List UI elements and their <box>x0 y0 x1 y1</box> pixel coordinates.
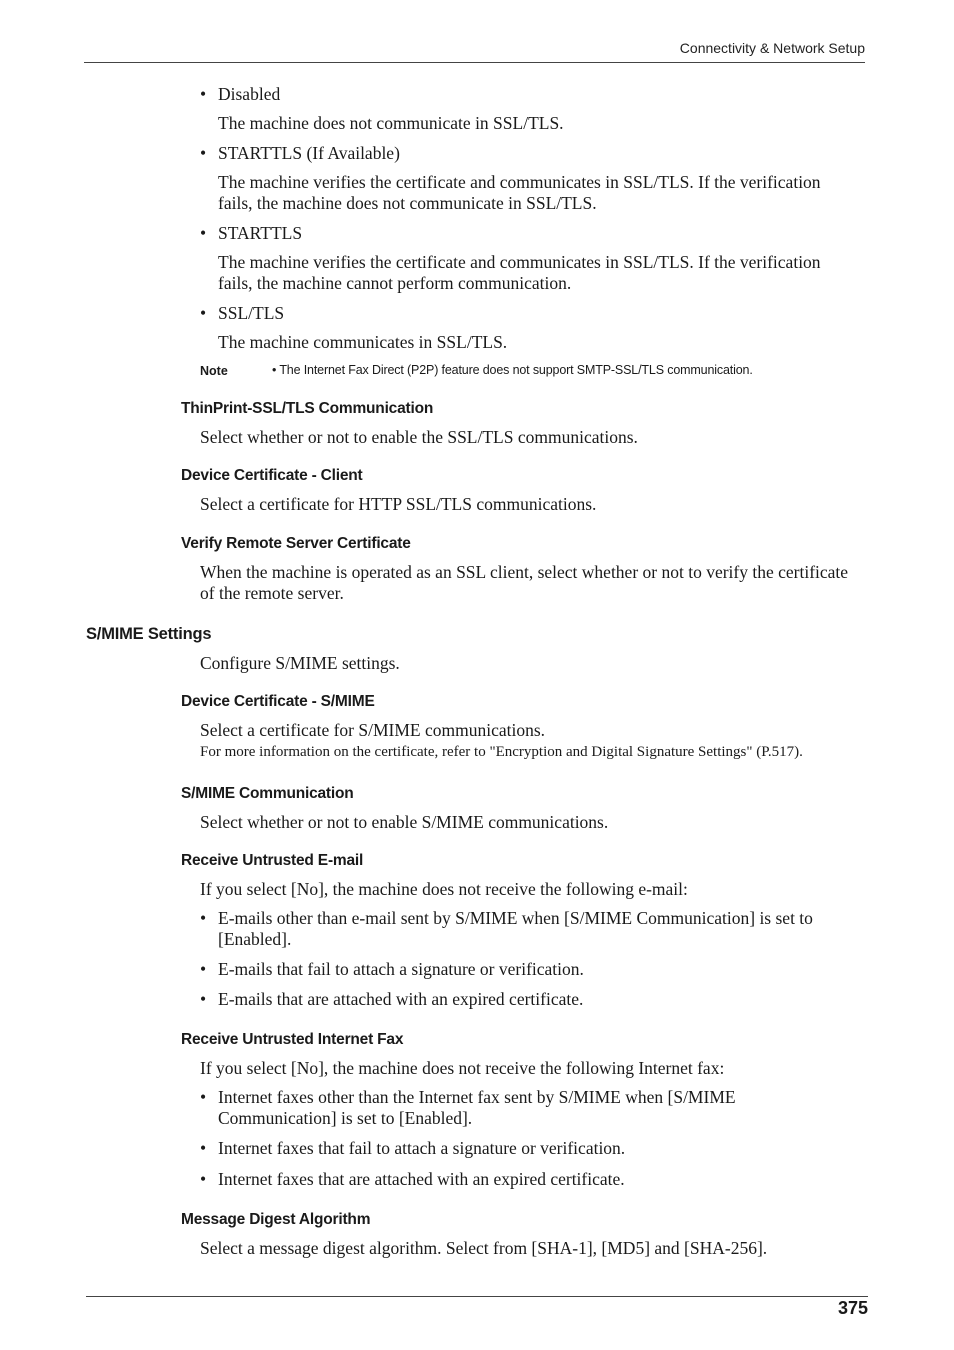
list-item: • Internet faxes other than the Internet fax sent by S/MIME when [S/MIME Communication] is set to [Enabled]. <box>200 1087 736 1128</box>
section-body: Select a message digest algorithm. Select from [SHA-1], [MD5] and [SHA-256]. <box>200 1238 768 1258</box>
list-item: • STARTTLS (If Available) <box>200 143 400 163</box>
page-number: 375 <box>837 1298 868 1318</box>
section-body: Select whether or not to enable the SSL/TLS communications. <box>200 427 638 447</box>
section-heading: Verify Remote Server Certificate <box>181 535 411 552</box>
note-label: Note <box>200 364 228 378</box>
section-heading: Receive Untrusted E-mail <box>181 852 364 869</box>
list-item: • E-mails that are attached with an expired certificate. <box>200 989 584 1009</box>
footer-rule <box>86 1296 868 1297</box>
option-description: The machine verifies the certificate and communicates in SSL/TLS. If the verification fails, the machine does not communicate in SSL/TLS. <box>218 172 821 213</box>
header-rule <box>84 62 865 63</box>
option-label: SSL/TLS <box>218 303 285 323</box>
option-description: The machine verifies the certificate and communicates in SSL/TLS. If the verification fails, the machine cannot perform communication. <box>218 252 821 293</box>
section-body: If you select [No], the machine does not receive the following Internet fax: <box>200 1058 725 1078</box>
option-description: The machine does not communicate in SSL/TLS. <box>218 113 564 133</box>
section-body: Select a certificate for S/MIME communications. <box>200 720 546 740</box>
option-label: Disabled <box>218 84 281 104</box>
section-body: If you select [No], the machine does not receive the following e-mail: <box>200 879 688 899</box>
option-label: STARTTLS (If Available) <box>218 143 400 163</box>
option-label: STARTTLS <box>218 223 303 243</box>
section-body: Configure S/MIME settings. <box>200 653 400 673</box>
list-item: • Internet faxes that fail to attach a signature or verification. <box>200 1138 626 1158</box>
running-header: Connectivity & Network Setup <box>679 40 865 56</box>
section-heading: S/MIME Communication <box>181 785 354 802</box>
list-item: • E-mails other than e-mail sent by S/MIME when [S/MIME Communication] is set to [Enabled]. <box>200 908 813 949</box>
list-item: • Internet faxes that are attached with an expired certificate. <box>200 1169 625 1189</box>
note-text: • The Internet Fax Direct (P2P) feature does not support SMTP-SSL/TLS communication. <box>272 363 753 377</box>
section-heading: Message Digest Algorithm <box>181 1211 371 1228</box>
list-item: • STARTTLS <box>200 223 303 243</box>
section-heading: Device Certificate - Client <box>181 467 363 484</box>
option-description: The machine communicates in SSL/TLS. <box>218 332 508 352</box>
section-heading: Device Certificate - S/MIME <box>181 693 375 710</box>
section-heading: ThinPrint-SSL/TLS Communication <box>181 400 434 417</box>
cross-reference: For more information on the certificate, refer to "Encryption and Digital Signature Settings" (P.517). <box>200 744 803 760</box>
section-title: S/MIME Settings <box>86 625 212 643</box>
section-body: Select whether or not to enable S/MIME communications. <box>200 812 609 832</box>
list-item: • SSL/TLS <box>200 303 285 323</box>
section-body: Select a certificate for HTTP SSL/TLS communications. <box>200 494 597 514</box>
list-item: • Disabled <box>200 84 281 104</box>
section-body: When the machine is operated as an SSL client, select whether or not to verify the certificate of the remote server. <box>200 562 849 603</box>
section-heading: Receive Untrusted Internet Fax <box>181 1031 404 1048</box>
list-item: • E-mails that fail to attach a signature or verification. <box>200 959 584 979</box>
